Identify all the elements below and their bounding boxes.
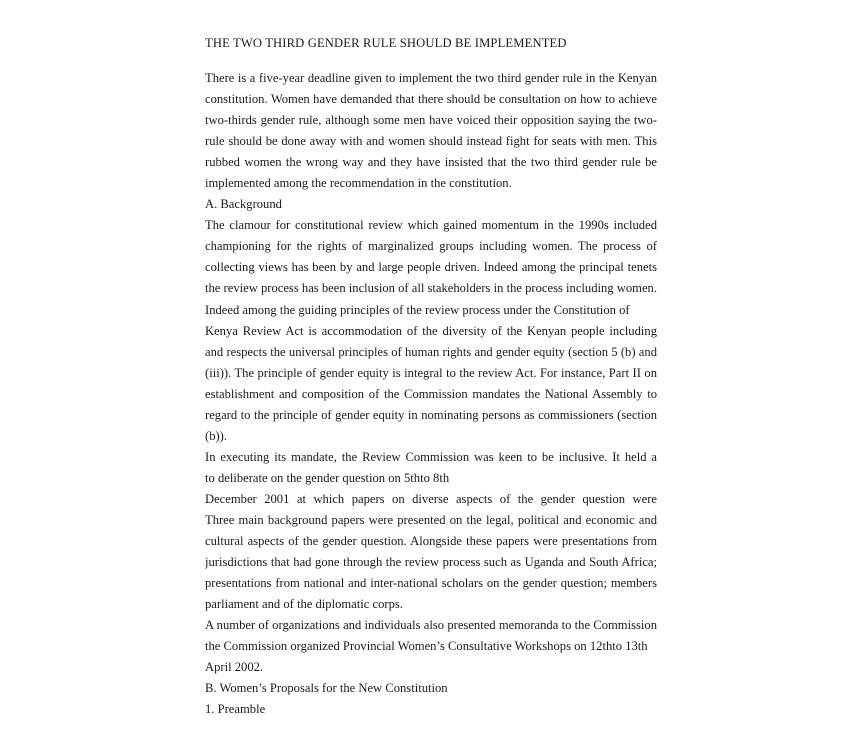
text-line: two-thirds gender rule, although some men have voiced their opposition saying the two- — [205, 113, 657, 128]
text-line: (b)). — [205, 428, 228, 443]
text-line: (iii)). The principle of gender equity is integral to the review Act. For instance, Part II on — [205, 365, 657, 380]
text-line: constitution. Women have demanded that there should be consultation on how to achieve — [205, 92, 657, 107]
text-line: Indeed among the guiding principles of the review process under the Constitution of — [205, 302, 630, 317]
text-line: April 2002. — [205, 660, 264, 675]
text-line: cultural aspects of the gender question. Alongside these papers were presentations from — [205, 534, 657, 549]
text-line: and respects the universal principles of human rights and gender equity (section 5 (b) and — [205, 344, 657, 359]
document-body — [205, 68, 657, 720]
text-line: establishment and composition of the Commission mandates the National Assembly to — [205, 386, 657, 401]
text-line: Kenya Review Act is accommodation of the diversity of the Kenyan people including — [205, 323, 657, 338]
text-line: In executing its mandate, the Review Commission was keen to be inclusive. It held a — [205, 449, 657, 464]
text-line: rule should be done away with and women should instead fight for seats with men. This — [205, 134, 657, 149]
text-line: 1. Preamble — [205, 702, 266, 717]
text-line: December 2001 at which papers on diverse aspects of the gender question were — [205, 491, 657, 506]
text-line: to deliberate on the gender question on 5thto 8th — [205, 470, 450, 485]
text-line: Three main background papers were presented on the legal, political and economic and — [205, 512, 657, 527]
text-line: There is a five-year deadline given to implement the two third gender rule in the Kenyan — [205, 71, 657, 85]
text-line: the Commission organized Provincial Women’s Consultative Workshops on 12thto 13th — [205, 639, 648, 654]
document-title: THE TWO THIRD GENDER RULE SHOULD BE IMPLEMENTED — [205, 36, 567, 50]
text-line: implemented among the recommendation in the constitution. — [205, 176, 512, 191]
text-line: collecting views has been by and large people driven. Indeed among the principal tenets — [205, 260, 657, 275]
text-line: B. Women’s Proposals for the New Constitution — [205, 681, 448, 696]
text-line: The clamour for constitutional review which gained momentum in the 1990s included — [205, 218, 657, 233]
text-line: presentations from national and inter-national scholars on the gender question; members — [205, 576, 657, 591]
text-line: A number of organizations and individuals also presented memoranda to the Commission — [205, 618, 657, 633]
text-line: A. Background — [205, 197, 282, 212]
text-line: championing for the rights of marginalized groups including women. The process of — [205, 239, 657, 254]
text-line: jurisdictions that had gone through the review process such as Uganda and South Africa; — [205, 555, 657, 570]
text-line: rubbed women the wrong way and they have insisted that the two third gender rule be — [205, 155, 657, 170]
text-line: parliament and of the diplomatic corps. — [205, 597, 403, 612]
text-line: the review process has been inclusion of all stakeholders in the process including women. — [205, 281, 657, 296]
text-line: regard to the principle of gender equity in nominating persons as commissioners (section — [205, 407, 657, 422]
